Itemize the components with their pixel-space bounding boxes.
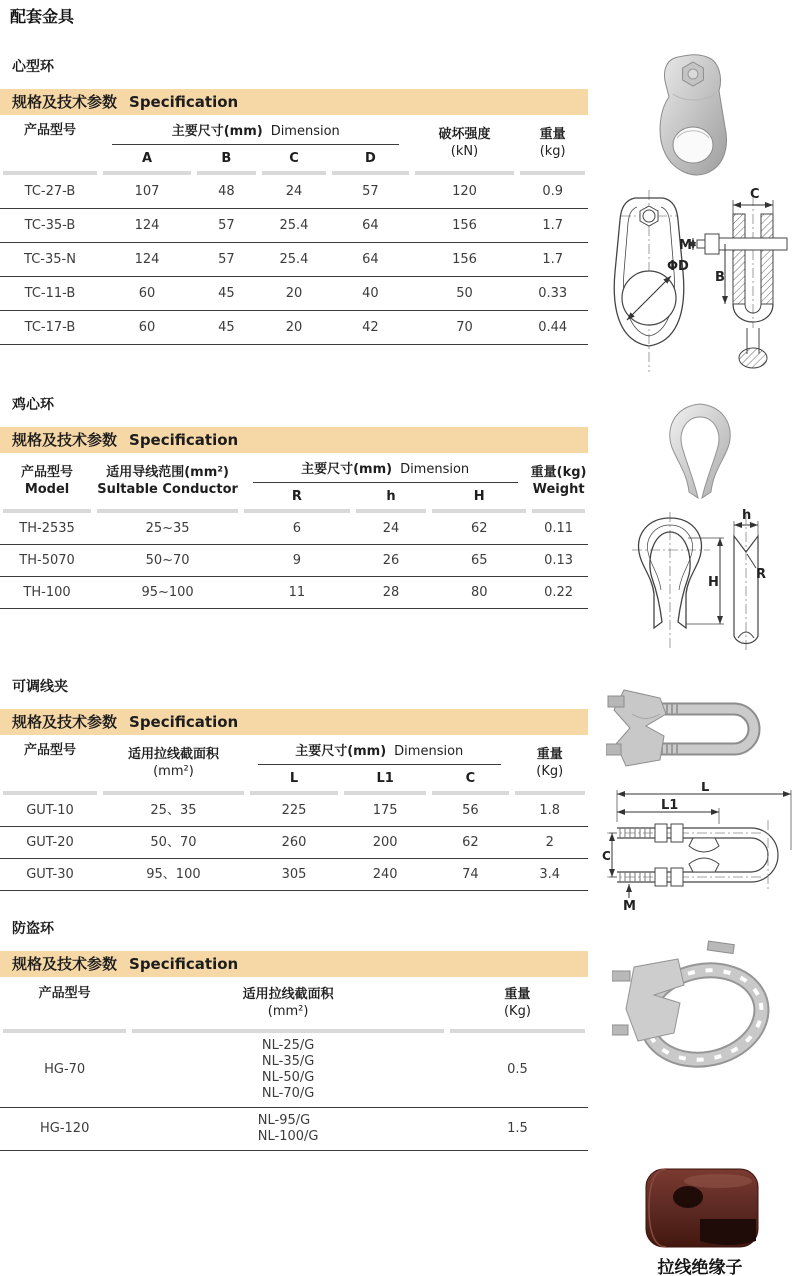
table-cell: 56 [462, 802, 479, 818]
table-cell: 45 [218, 285, 235, 301]
table-cell: 156 [452, 217, 477, 233]
weight-en: Weight [532, 482, 585, 497]
ubolt-drawing [601, 782, 797, 917]
model-zh: 产品型号 [21, 465, 74, 480]
table-cell: HG-120 [40, 1121, 90, 1136]
table-cell: 50~70 [145, 552, 190, 568]
col-header-dimension-group [253, 461, 518, 483]
page-title: 配套金具 [10, 7, 75, 26]
spec-banner-zh: 规格及技术参数 [12, 431, 118, 449]
table-cell: 0.9 [542, 183, 563, 199]
table-cell: 25~35 [145, 520, 190, 536]
dim-label-C: C [602, 849, 611, 863]
conductor-en: Sultable Conductor [97, 482, 238, 497]
table-cell: 124 [134, 217, 160, 233]
dim-label-L1: L1 [661, 798, 679, 813]
insulator-photo [636, 1161, 770, 1255]
spec-banner-en: Specification [129, 93, 239, 111]
table-cell: 95、100 [146, 866, 201, 882]
col-header-weight [512, 746, 588, 780]
table-cell: 20 [285, 285, 303, 301]
spec-banner-zh: 规格及技术参数 [12, 713, 118, 731]
table-cell: 175 [372, 802, 398, 818]
table-cell: 95~100 [141, 584, 194, 600]
insulator-caption: 拉线绝缘子 [657, 1258, 743, 1276]
table-rows [0, 175, 588, 345]
table-row [0, 1107, 588, 1150]
table-row [0, 276, 588, 310]
table-rows [0, 795, 588, 891]
table-cell: 25、35 [150, 802, 197, 818]
table-cell: 107 [134, 183, 160, 199]
col-header-weight [529, 464, 588, 498]
dimension-group-zh: 主要尺寸(mm) [301, 462, 393, 477]
col-header-B: B [221, 150, 232, 166]
dimension-group-zh: 主要尺寸(mm) [295, 744, 387, 759]
dim-label-phiD: ΦD [667, 259, 689, 274]
thimble-drawing [628, 508, 770, 655]
table-cell: 0.13 [544, 552, 574, 568]
section-heading: 心型环 [12, 59, 54, 75]
weight-unit: (Kg) [536, 764, 564, 779]
table-cell: 64 [362, 251, 379, 267]
table-cell: 20 [285, 319, 303, 335]
spec-banner-zh: 规格及技术参数 [12, 955, 118, 973]
table-cell: 1.7 [542, 251, 563, 267]
table-cell: 305 [281, 866, 307, 882]
dim-label-M: M [679, 238, 692, 253]
table-cell: 64 [362, 217, 379, 233]
spec-banner [0, 427, 588, 453]
table-row [0, 544, 588, 576]
thimble-photo [658, 398, 742, 508]
col-header-L1: L1 [376, 770, 394, 786]
spec-banner-zh: 规格及技术参数 [12, 93, 118, 111]
table-cell: TC-35-B [24, 217, 76, 233]
table-cell: 50、70 [150, 834, 197, 850]
table-header [0, 735, 588, 791]
dim-label-C: C [750, 187, 760, 202]
table-header [0, 977, 588, 1029]
table-cell: 80 [470, 584, 488, 600]
col-header-model: 产品型号 [23, 742, 76, 758]
table-cell: 200 [372, 834, 398, 850]
table-cell: GUT-30 [26, 866, 74, 882]
table-cell: 260 [281, 834, 307, 850]
header-separator-band [0, 1029, 588, 1033]
col-header-H: H [473, 488, 485, 504]
table-cell: GUT-20 [26, 834, 74, 850]
col-header-model: 产品型号 [38, 986, 91, 1001]
table-cell: 0.5 [507, 1062, 528, 1077]
table-cell: 42 [362, 319, 379, 335]
header-separator-band [0, 509, 588, 513]
table-cell: 57 [362, 183, 379, 199]
table-cell: HG-70 [44, 1062, 86, 1077]
dim-label-R: R [756, 567, 767, 582]
table-cell: TH-2535 [19, 520, 75, 536]
table-cell: 0.33 [538, 285, 568, 301]
table-cell: TC-27-B [24, 183, 76, 199]
dim-label-L: L [701, 782, 710, 795]
table-cell: 50 [456, 285, 473, 301]
table-cell: 1.8 [539, 802, 561, 818]
table-cell: 2 [545, 834, 554, 850]
weight-unit: (kg) [539, 144, 566, 159]
col-header-weight [517, 126, 588, 160]
table-row [0, 513, 588, 544]
spec-banner-en: Specification [129, 713, 239, 731]
table-row [0, 858, 588, 890]
col-header-dimension-group [112, 123, 399, 145]
table-cell: 60 [138, 285, 156, 301]
table-row [0, 1033, 588, 1107]
table-row [0, 175, 588, 208]
strength-unit: (kN) [450, 144, 479, 159]
strength-zh: 破坏强度 [438, 127, 491, 142]
table-cell: NL-25/G NL-35/G NL-50/G NL-70/G [261, 1038, 315, 1101]
dim-label-h: h [742, 508, 752, 523]
table-cell: 24 [285, 183, 303, 199]
area-zh: 适用拉线截面积 [127, 747, 219, 762]
table-cell: GUT-10 [26, 802, 74, 818]
table-cell: 40 [362, 285, 379, 301]
conductor-zh: 适用导线范围(mm²) [106, 465, 229, 480]
area-unit: (mm²) [153, 764, 194, 779]
table-cell: 24 [382, 520, 400, 536]
table-row [0, 576, 588, 608]
section-heading: 可调线夹 [12, 679, 68, 695]
spec-banner [0, 709, 588, 735]
table-cell: 0.44 [538, 319, 568, 335]
table-cell: 26 [382, 552, 400, 568]
table-cell: 65 [470, 552, 488, 568]
table-cell: 45 [218, 319, 235, 335]
dim-label-B: B [715, 270, 725, 285]
table-cell: 48 [218, 183, 235, 199]
model-en: Model [24, 482, 70, 497]
col-header-h: h [386, 488, 396, 504]
dimension-group-en: Dimension [400, 462, 470, 477]
spec-banner [0, 951, 588, 977]
table-cell: 120 [452, 183, 477, 199]
table-cell: TC-11-B [24, 285, 76, 301]
header-separator-band [0, 791, 588, 795]
col-header-area [129, 986, 447, 1020]
section-heading: 防盗环 [12, 921, 54, 937]
table-row [0, 310, 588, 344]
table-cell: 57 [218, 217, 235, 233]
dim-label-H: H [708, 575, 719, 590]
table-cell: 74 [462, 866, 479, 882]
col-header-D: D [365, 150, 376, 166]
table-cell: 60 [138, 319, 156, 335]
section-adjustable-clamp [0, 676, 588, 891]
table-cell: 6 [292, 520, 302, 536]
table-header [0, 115, 588, 171]
spec-banner-en: Specification [129, 431, 239, 449]
header-separator-band [0, 171, 588, 175]
col-header-strength [412, 126, 518, 160]
table-rows [0, 1033, 588, 1151]
table-header [0, 453, 588, 509]
table-cell: 1.5 [507, 1121, 528, 1136]
table-cell: 11 [288, 584, 306, 600]
dimension-group-zh: 主要尺寸(mm) [171, 124, 263, 139]
table-cell: 57 [218, 251, 235, 267]
table-cell: 156 [452, 251, 477, 267]
table-cell: 1.7 [542, 217, 563, 233]
section-antitheft-ring [0, 918, 588, 1151]
table-cell: 240 [372, 866, 398, 882]
col-header-model: 产品型号 [23, 122, 76, 138]
weight-zh: 重量 [536, 747, 563, 762]
col-header-C: C [465, 770, 476, 786]
table-cell: TH-100 [23, 584, 71, 600]
dim-label-M: M [623, 899, 636, 914]
table-row [0, 242, 588, 276]
table-row [0, 826, 588, 858]
area-zh: 适用拉线截面积 [242, 987, 334, 1002]
spec-banner-en: Specification [129, 955, 239, 973]
col-header-A: A [141, 150, 153, 166]
table-cell: 0.22 [544, 584, 574, 600]
col-header-area [100, 746, 247, 780]
weight-unit: (Kg) [503, 1004, 531, 1019]
table-cell: TC-17-B [24, 319, 76, 335]
table-cell: TH-5070 [19, 552, 75, 568]
table-cell: 70 [456, 319, 473, 335]
dimension-group-en: Dimension [394, 744, 464, 759]
col-header-model [0, 464, 94, 498]
dimension-group-en: Dimension [270, 124, 340, 139]
area-unit: (mm²) [267, 1004, 309, 1019]
section-heart-ring [0, 56, 588, 345]
table-cell: 225 [281, 802, 307, 818]
table-row [0, 208, 588, 242]
table-cell: 124 [134, 251, 160, 267]
table-cell: TC-35-N [24, 251, 76, 267]
weight-zh: 重量 [504, 987, 531, 1002]
heart-ring-photo [652, 52, 736, 182]
table-cell: 3.4 [539, 866, 561, 882]
table-cell: 28 [382, 584, 400, 600]
table-rows [0, 513, 588, 609]
col-header-R: R [291, 488, 302, 504]
col-header-conductor [94, 464, 241, 498]
table-row [0, 795, 588, 826]
table-cell: 0.11 [544, 520, 574, 536]
antitheft-ring-photo [612, 935, 776, 1079]
spec-banner [0, 89, 588, 115]
col-header-L: L [289, 770, 299, 786]
weight-zh: 重量(kg) [530, 465, 587, 480]
table-cell: 62 [462, 834, 479, 850]
table-cell: 25.4 [279, 217, 309, 233]
col-header-dimension-group [258, 743, 501, 765]
table-cell: 62 [470, 520, 488, 536]
table-cell: 9 [292, 552, 302, 568]
ubolt-clamp-photo [606, 684, 790, 776]
heart-ring-drawing [601, 186, 797, 376]
weight-zh: 重量 [539, 127, 566, 142]
col-header-weight [447, 986, 588, 1020]
col-header-C: C [289, 150, 299, 166]
table-cell: 25.4 [279, 251, 309, 267]
section-heading: 鸡心环 [12, 397, 54, 413]
section-thimble [0, 394, 588, 609]
table-cell: NL-95/G NL-100/G [257, 1113, 319, 1144]
